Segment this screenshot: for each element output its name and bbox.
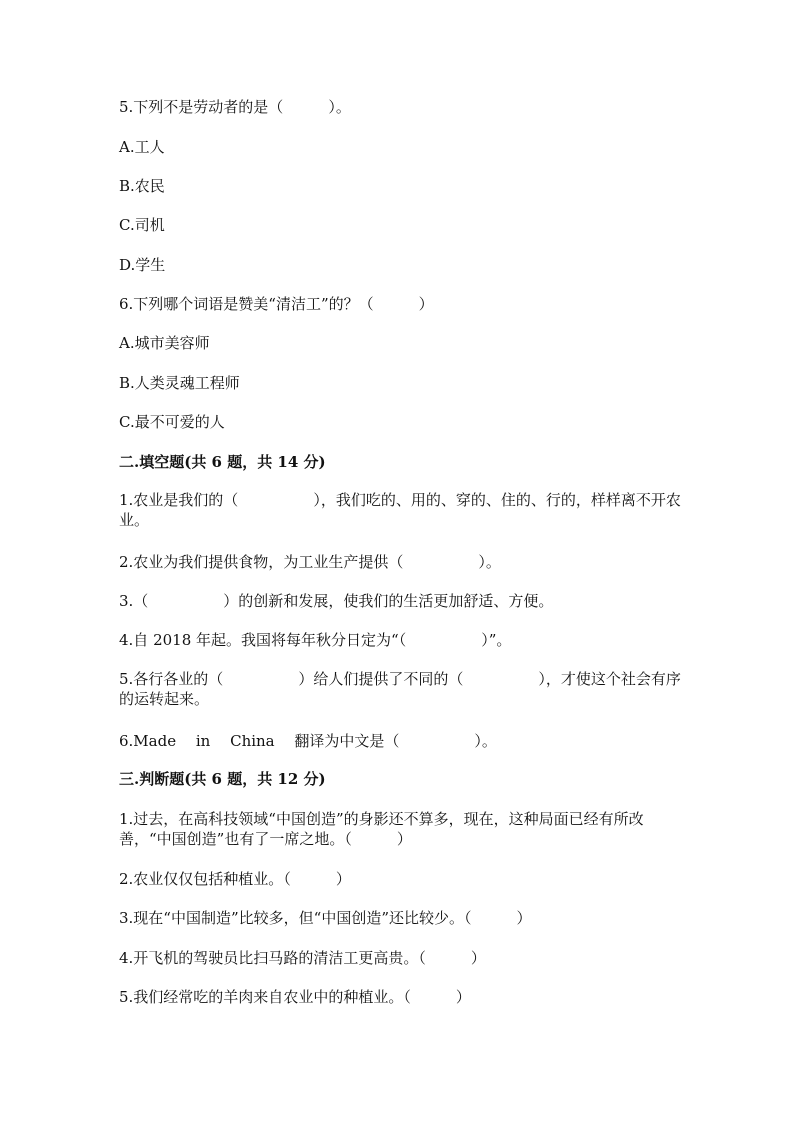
section-heading-fill: 二.填空题(共 6 题，共 14 分)	[119, 453, 326, 471]
question-fill-6: 6.Made in China 翻译为中文是（ ）。	[119, 732, 497, 750]
question-judge-1: 1.过去，在高科技领域“中国创造”的身影还不算多，现在，这种局面已经有所改善，“中国创造”也有了一席之地。（ ）	[119, 810, 644, 848]
option-d: D.学生	[119, 256, 166, 274]
question-fill-2: 2.农业为我们提供食物，为工业生产提供（ ）。	[119, 553, 501, 571]
option-b: B.人类灵魂工程师	[119, 374, 240, 392]
question-fill-1: 1.农业是我们的（ ），我们吃的、用的、穿的、住的、行的，样样离不开农业。	[119, 491, 681, 529]
option-a: A.城市美容师	[119, 334, 210, 352]
question-judge-4: 4.开飞机的驾驶员比扫马路的清洁工更高贵。（ ）	[119, 949, 486, 967]
option-c: C.最不可爱的人	[119, 413, 225, 431]
question-mc-6: 6.下列哪个词语是赞美“清洁工”的？（ ）	[119, 295, 434, 313]
question-mc-5: 5.下列不是劳动者的是（ ）。	[119, 98, 351, 116]
question-judge-2: 2.农业仅仅包括种植业。（ ）	[119, 870, 351, 888]
question-judge-5: 5.我们经常吃的羊肉来自农业中的种植业。（ ）	[119, 988, 471, 1006]
option-a: A.工人	[119, 138, 165, 156]
question-fill-4: 4.自 2018 年起。我国将每年秋分日定为“（ ）”。	[119, 631, 512, 649]
question-fill-5: 5.各行各业的（ ）给人们提供了不同的（ ），才使这个社会有序的运转起来。	[119, 670, 681, 708]
question-fill-3: 3.（ ）的创新和发展，使我们的生活更加舒适、方便。	[119, 592, 554, 610]
question-judge-3: 3.现在“中国制造”比较多，但“中国创造”还比较少。（ ）	[119, 909, 532, 927]
option-c: C.司机	[119, 216, 165, 234]
section-heading-judge: 三.判断题(共 6 题，共 12 分)	[119, 770, 326, 788]
option-b: B.农民	[119, 177, 165, 195]
